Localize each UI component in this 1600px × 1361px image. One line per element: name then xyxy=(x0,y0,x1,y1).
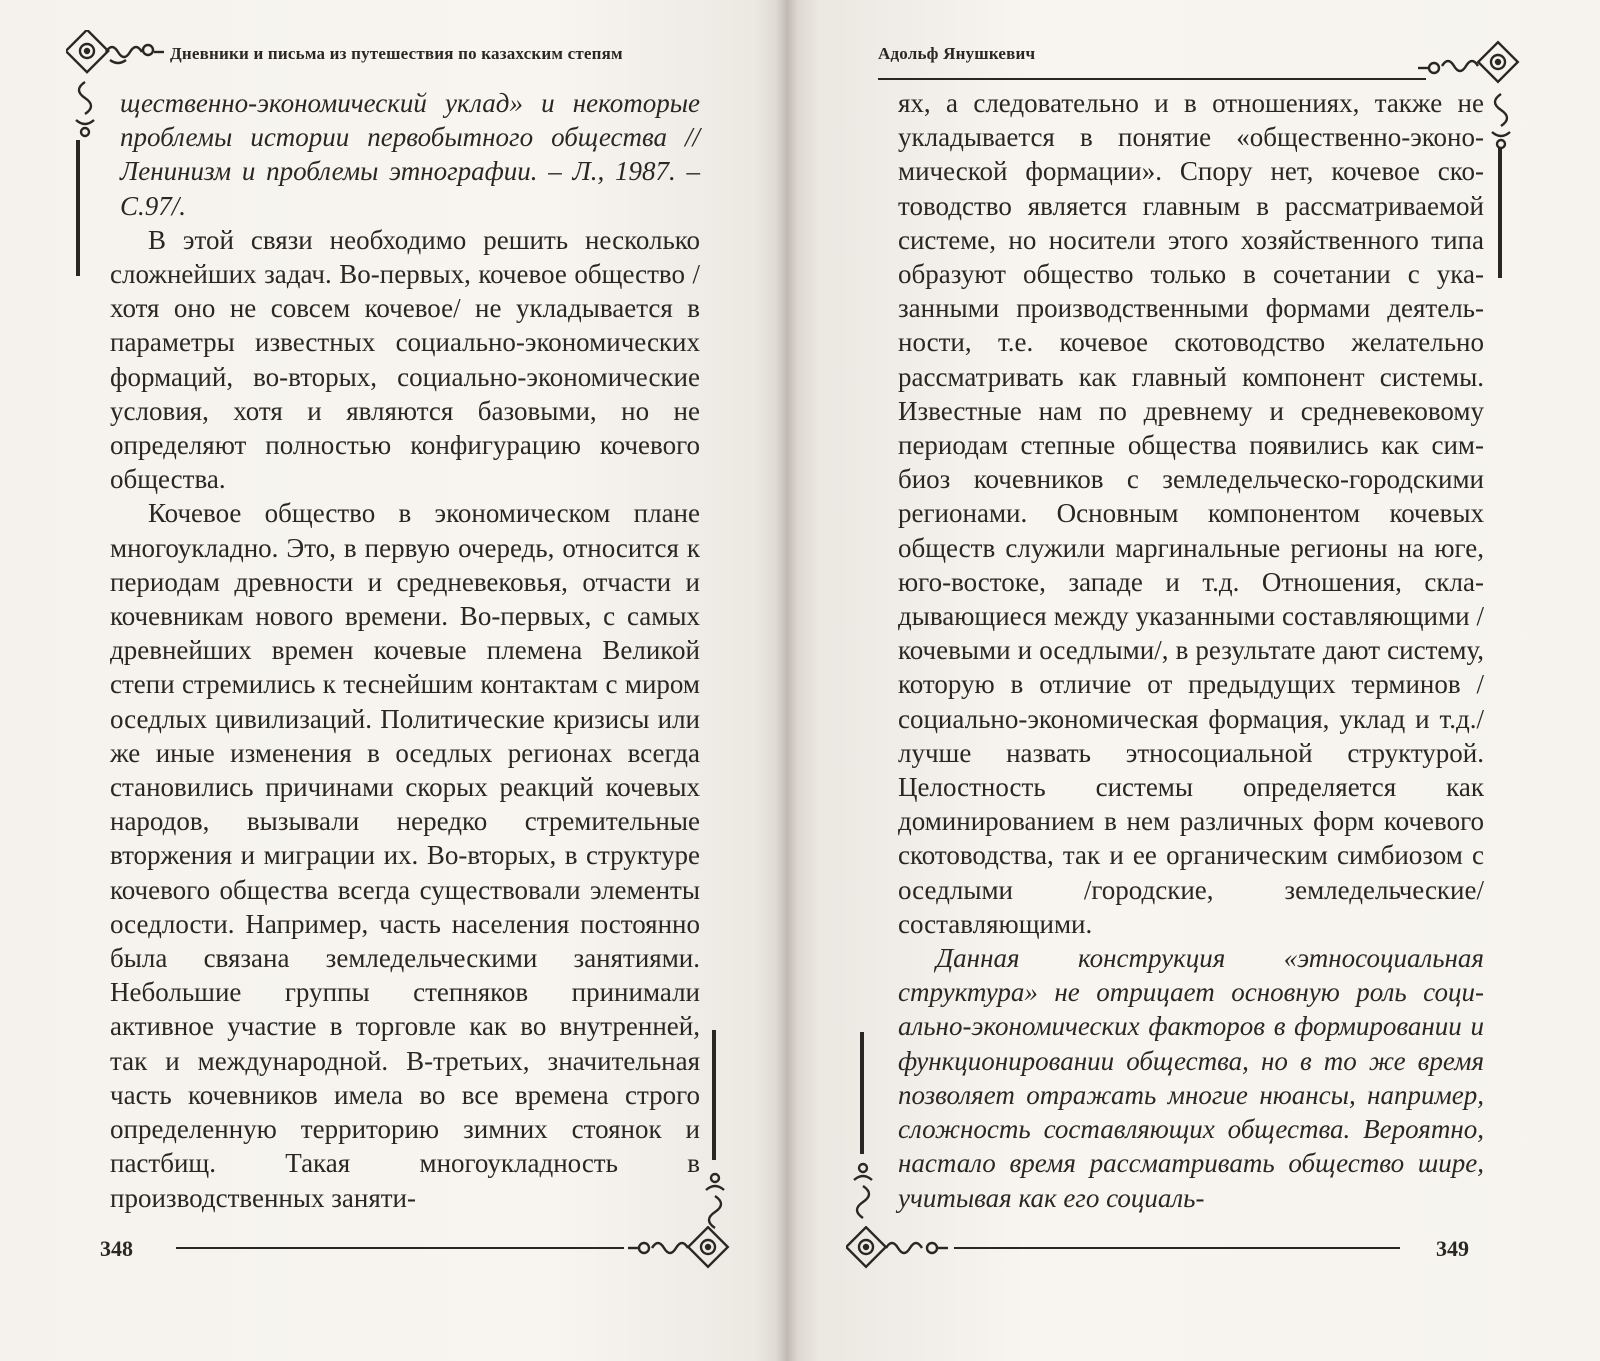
floral-knot-icon xyxy=(66,30,166,74)
floral-knot-icon xyxy=(846,1226,950,1270)
page-number: 349 xyxy=(1436,1236,1469,1261)
paragraph: Данная конструкция «этносоциальная структура» не отрицает основную роль социально-экономических факторов в формировании и функционировании общества, но в то же время позволяет отражать многие нюансы, например, сложность составляющих общества. Вероятно, настало время рассматривать общество шире, учитывая как его социаль- xyxy=(898,943,1484,1213)
left-margin-rule xyxy=(860,1032,864,1154)
body-text xyxy=(110,86,700,1215)
corner-scroll-icon xyxy=(848,1160,878,1220)
left-margin-rule xyxy=(76,140,80,276)
left-page xyxy=(0,0,786,1361)
corner-scroll-icon xyxy=(700,1170,730,1230)
gutter xyxy=(776,0,798,1361)
header-rule xyxy=(878,78,1426,80)
floral-knot-icon xyxy=(1416,40,1520,88)
footer-rule xyxy=(954,1247,1400,1249)
running-head: Дневники и письма из путешествия по казахским степям xyxy=(170,44,623,63)
paragraph: ях, а следовательно и в отношениях, также не укладывается в понятие «общественно-экономической формации». Спору нет, кочевое скотоводство является главным в рассматриваемой системе, но носители этого хозяйственного типа образуют общество только в сочетании с указанными производственными формами деятельности, т.е. кочевое скотоводство желательно рассматривать как главный компонент системы. Известные нам по древнему и средневековому периодам степные общества появились как симбиоз кочевников с земледельческо-городскими регионами. Основным компонентом кочевых обществ служили маргинальные регионы на юге, юго-востоке, западе и т.д. Отношения, складывающиеся между указанными составляющими /кочевыми и оседлыми/, в результате дают систему, которую в отличие от предыдущих терминов /социально-экономическая формация, уклад и т.д./ лучше назвать этносоциальной структурой. Целостность системы определяется как доминированием в нем различных форм кочевого скотоводства, так и ее органическим симбиозом с оседлыми /городские, земледельческие/ составляющими. xyxy=(898,88,1484,939)
paragraph: В этой связи необходимо решить несколько сложнейших задач. Во-первых, кочевое общество /хотя оно не совсем кочевое/ не укладывается в параметры известных социально-экономических формаций, во-вторых, социально-экономические условия, хотя и являются базовыми, но не определяют полностью конфигурацию кочевого общества. xyxy=(110,224,700,495)
running-head: Адольф Янушкевич xyxy=(878,44,1036,63)
footer-rule xyxy=(176,1247,624,1249)
corner-scroll-icon xyxy=(70,80,100,140)
right-page xyxy=(786,0,1600,1361)
body-text xyxy=(898,86,1484,1215)
right-margin-rule xyxy=(712,1030,716,1160)
floral-knot-icon xyxy=(626,1226,730,1270)
right-margin-rule xyxy=(1498,148,1502,278)
page-number: 348 xyxy=(100,1236,133,1261)
corner-scroll-icon xyxy=(1486,92,1516,152)
paragraph: щественно-экономический уклад» и некоторые проблемы истории первобытного общества // Ленинизм и проблемы этнографии. – Л., 1987. – С.97/. xyxy=(120,88,700,221)
paragraph: Кочевое общество в экономическом плане многоукладно. Это, в первую очередь, относится к периодам древности и средневековья, отчасти и кочевникам нового времени. Во-первых, с самых древнейших времен кочевые племена Великой степи стремились к теснейшим контактам с миром оседлых цивилизаций. Политические кризисы или же иные изменения в оседлых регионах всегда становились причинами скорых реакций кочевых народов, вызывали нередко стремительные вторжения и миграции их. Во-вторых, в структуре кочевого общества всегда существовали элементы оседлости. Например, часть населения постоянно была связана земледельческими занятиями. Небольшие группы степняков принимали активное участие в торговле как во внутренней, так и международной. В-третьих, значительная часть кочевников имела во все времена строго определенную территорию зимних стоянок и пастбищ. Такая многоукладность в производственных заняти- xyxy=(110,498,700,1213)
